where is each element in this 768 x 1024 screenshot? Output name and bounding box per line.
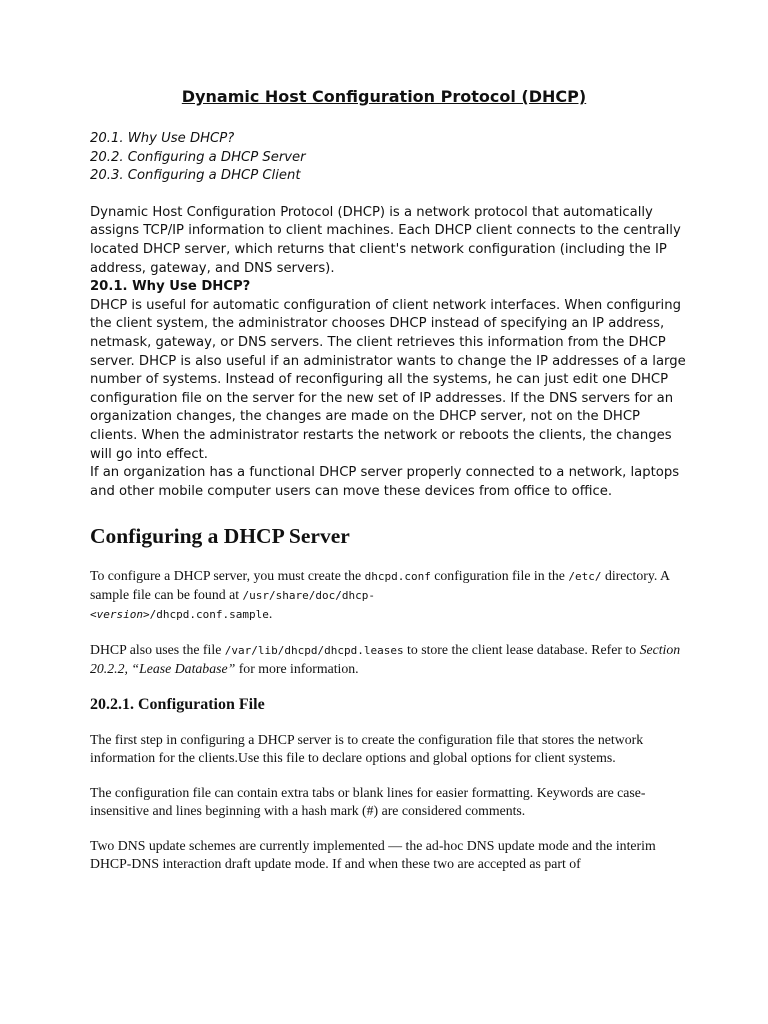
configuration-file-paragraph-2: The configuration file can contain extra tabs or blank lines for easier formatting. Keywords are case-insensitive and lines beginning with a hash mark (#) are considered comments. bbox=[90, 785, 646, 819]
configuration-file-paragraph-1: The first step in configuring a DHCP server is to create the configuration file that stores the network information for the clients.Use this file to declare options and global options for client systems. bbox=[90, 732, 644, 766]
configuration-file-heading: 20.2.1. Configuration File bbox=[90, 696, 265, 714]
code-version-placeholder: <version> bbox=[90, 608, 150, 622]
configuring-server-heading: Configuring a DHCP Server bbox=[90, 524, 350, 549]
table-of-contents bbox=[90, 130, 690, 186]
code-sample-path: /usr/share/doc/dhcp- bbox=[242, 589, 375, 603]
config-file-location-paragraph bbox=[90, 567, 690, 624]
lease-database-link[interactable]: Section 20.2.2, “Lease Database” bbox=[90, 642, 681, 677]
why-use-dhcp-heading: 20.1. Why Use DHCP? bbox=[90, 279, 251, 295]
toc-item-configuring-client[interactable]: 20.3. Configuring a DHCP Client bbox=[90, 168, 301, 184]
configuration-file-paragraph-3: Two DNS update schemes are currently implemented — the ad-hoc DNS update mode and the interim DHCP-DNS interaction draft update mode. If and when these two are accepted as part of bbox=[90, 838, 656, 872]
document-title: Dynamic Host Configuration Protocol (DHCP) bbox=[181, 87, 587, 106]
text-run: for more information. bbox=[235, 661, 359, 677]
text-run: . bbox=[268, 606, 273, 622]
toc-item-why-use-dhcp[interactable]: 20.1. Why Use DHCP? bbox=[90, 131, 235, 146]
code-sample-file: /dhcpd.conf.sample bbox=[149, 608, 269, 622]
code-dhcpd-conf: dhcpd.conf bbox=[364, 570, 431, 584]
why-use-dhcp-paragraph: DHCP is useful for automatic configuration of client network interfaces. When configuring the client system, the administrator chooses DHCP instead of specifying an IP address, netmask, gateway, or DNS servers. The client retrieves this information from the DHCP server. DHCP is also useful if an administrator wants to change the IP addresses of a large number of systems. Instead of reconfiguring all the systems, he can just edit one DHCP configuration file on the server for the new set of IP addresses. If the DNS servers for an organization changes, the changes are made on the DHCP server, not on the DHCP clients. When the administrator restarts the network or reboots the clients, the changes will go into effect. bbox=[90, 297, 686, 462]
document-page bbox=[90, 86, 690, 890]
text-run: configuration file in the bbox=[430, 568, 569, 584]
toc-item-configuring-server[interactable]: 20.2. Configuring a DHCP Server bbox=[90, 149, 306, 165]
code-etc-dir: /etc/ bbox=[568, 570, 602, 584]
text-run: to store the client lease database. Refer to bbox=[403, 642, 640, 658]
intro-paragraph: Dynamic Host Configuration Protocol (DHCP) is a network protocol that automatically assigns TCP/IP information to client machines. Each DHCP client connects to the centrally located DHCP server, which returns that client's network configuration (including the IP address, gateway, and DNS servers). bbox=[90, 204, 681, 276]
code-leases-path: /var/lib/dhcpd/dhcpd.leases bbox=[224, 644, 404, 658]
text-run: DHCP also uses the file bbox=[90, 642, 225, 658]
text-run: To configure a DHCP server, you must create the bbox=[90, 568, 365, 584]
text-run: directory. A sample file can be found at bbox=[90, 568, 670, 603]
mobile-users-paragraph: If an organization has a functional DHCP server properly connected to a network, laptops and other mobile computer users can move these devices from office to office. bbox=[90, 465, 680, 499]
lease-database-paragraph bbox=[90, 641, 690, 678]
